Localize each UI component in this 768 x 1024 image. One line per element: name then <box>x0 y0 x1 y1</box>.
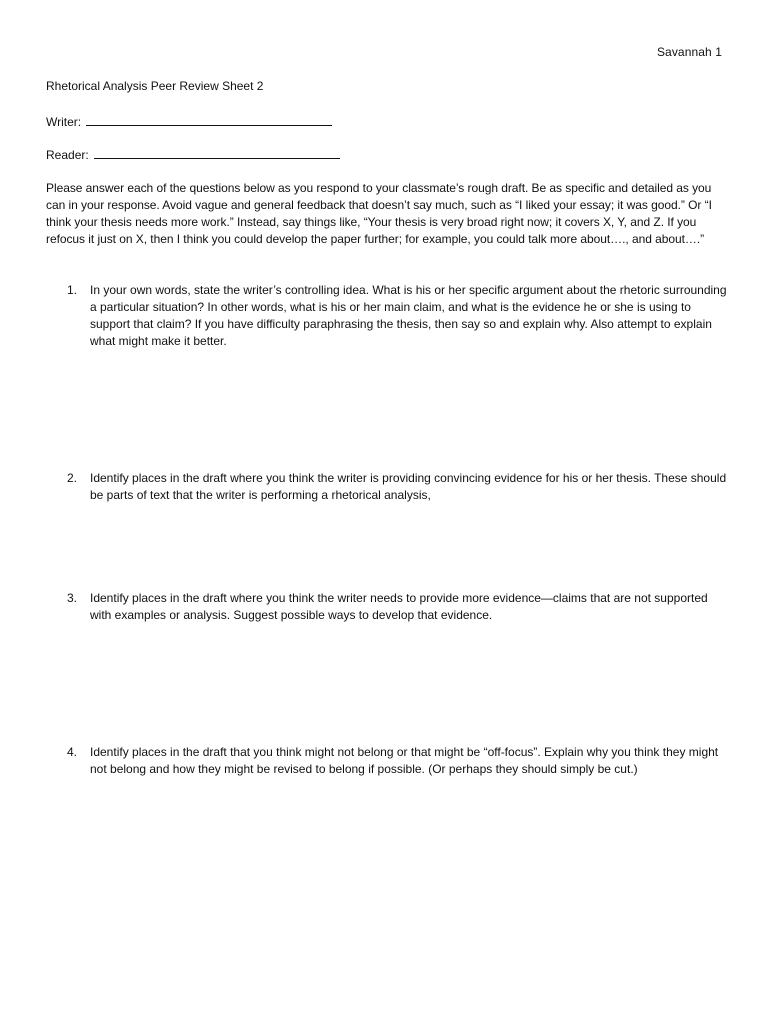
instructions-paragraph: Please answer each of the questions below as you respond to your classmate’s rough draft. Be as specific and detailed as you can in your response. Avoid vague and general feedback that doesn’t say much, such as “I liked your essay; it was good.” Or “I think your thesis needs more work.” Instead, say things like, “Your thesis is very broad right now; it covers X, Y, and Z. If you refocus it just on X, then I think you could develop the paper further; for example, you could talk more about…., and about….” <box>46 181 712 246</box>
question-text: In your own words, state the writer’s controlling idea. What is his or her specific argument about the rhetoric surrounding a particular situation? In other words, what is his or her main claim, and what is the evidence he or she is using to support that claim? If you have difficulty paraphrasing the thesis, then say so and explain why. Also attempt to explain what might make it better. <box>90 283 727 348</box>
question-text: Identify places in the draft where you think the writer is providing convincing evidence for his or her thesis. These should be parts of text that the writer is performing a rhetorical analysis, <box>90 471 727 502</box>
page-header: Savannah 1 <box>656 45 722 59</box>
writer-blank-line <box>86 114 332 126</box>
question-number: 4. <box>67 745 78 759</box>
reader-blank-line <box>94 147 340 159</box>
question-text: Identify places in the draft that you think might not belong or that might be “off-focus”. Explain why you think they might not belong and how they might be revised to belong if possible. (Or perhaps they should simply be cut.) <box>90 745 719 776</box>
question-4 <box>67 744 727 778</box>
writer-label: Writer: <box>46 115 82 129</box>
question-number: 1. <box>67 283 78 297</box>
question-text: Identify places in the draft where you think the writer needs to provide more evidence—claims that are not supported with examples or analysis. Suggest possible ways to develop that evidence. <box>90 591 708 622</box>
writer-field <box>46 114 332 129</box>
question-number: 3. <box>67 591 78 605</box>
document-title: Rhetorical Analysis Peer Review Sheet 2 <box>46 79 264 93</box>
reader-label: Reader: <box>46 148 89 162</box>
question-1 <box>67 282 727 350</box>
question-number: 2. <box>67 471 78 485</box>
reader-field <box>46 147 340 162</box>
question-3 <box>67 590 727 624</box>
question-2 <box>67 470 727 504</box>
